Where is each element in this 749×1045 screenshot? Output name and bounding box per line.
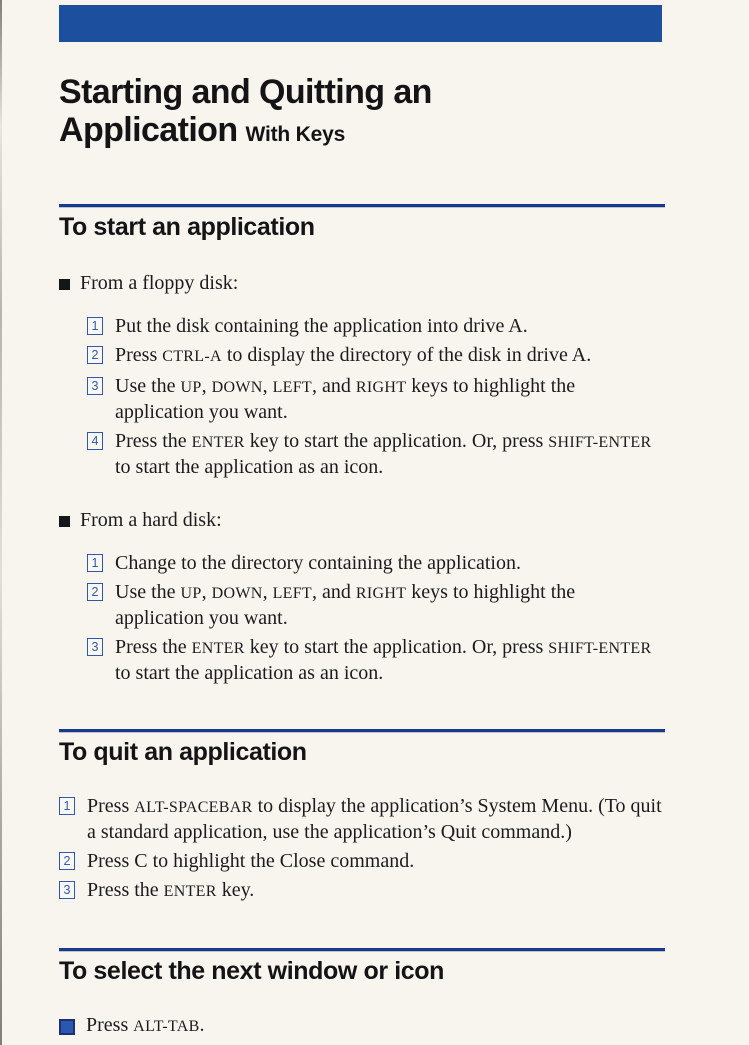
body-text: Change to the directory containing the application. [115,552,521,574]
step-text [115,429,665,479]
step-item [87,343,665,369]
step-item [87,314,665,338]
step-item [87,374,665,424]
key-name: RIGHT [355,379,407,396]
step-item [59,849,665,873]
body-text: Press [86,1014,134,1036]
steps-list [59,794,665,904]
body-text: , and [312,375,356,397]
body-text: Use the [115,375,181,397]
body-text: keys to highlight the application you want. [115,581,576,629]
key-name: DOWN [211,585,263,602]
body-text: , and [312,581,356,603]
step-number-box: 2 [87,583,103,601]
square-bullet-icon [59,279,70,290]
step-text [115,343,665,369]
body-text: , [262,375,273,397]
page [59,0,665,1039]
page-title [59,73,665,154]
key-name: ALT-SPACEBAR [134,799,253,816]
header-color-bar [59,5,662,42]
key-name: LEFT [272,585,312,602]
body-text: . [199,1014,205,1036]
body-text: Press [87,795,135,817]
step-text [115,580,665,630]
page-title-suffix: With Keys [245,123,346,146]
bullet-label: From a hard disk: [80,509,222,531]
section-heading: To start an application [59,213,315,241]
key-name: RIGHT [355,585,407,602]
step-number-box: 1 [87,317,103,335]
section-rule [59,204,665,207]
key-name: SHIFT-ENTER [548,640,652,657]
body-text: to display the directory of the disk in drive A. [221,344,592,366]
key-name: ENTER [191,640,245,657]
body-text: keys to highlight the application you want. [115,375,576,423]
bullet-item [59,1013,665,1039]
bullet-text [86,1013,205,1039]
body-text: Use the [115,581,181,603]
body-text: key. [216,879,255,901]
key-name: CTRL-A [162,348,222,365]
step-text [115,551,665,575]
scan-edge-artifact [0,0,2,1045]
step-number-box: 3 [87,638,103,656]
key-name: UP [180,379,202,396]
square-bullet-icon [59,516,70,527]
step-text [115,374,665,424]
key-name: UP [180,585,202,602]
step-number-box: 2 [87,346,103,364]
body-text: Press the [115,636,192,658]
key-name: SHIFT-ENTER [548,434,652,451]
body-text: Press the [87,879,164,901]
step-number-box: 3 [87,377,103,395]
body-text: Press the [115,430,192,452]
key-name: ENTER [163,883,217,900]
step-number-box: 1 [87,554,103,572]
section-heading: To select the next window or icon [59,957,444,985]
step-item [59,878,665,904]
body-text: key to start the application. Or, press [244,430,549,452]
body-text: , [201,581,212,603]
body-text: key to start the application. Or, press [244,636,549,658]
step-text [87,878,665,904]
body-text: , [262,581,273,603]
bullet-item [59,271,665,295]
steps-list [87,314,665,479]
step-number-box: 2 [59,852,75,870]
section-rule [59,729,665,732]
body-text: Press [115,344,163,366]
step-item [87,551,665,575]
step-item [59,794,665,844]
framed-square-bullet-icon [59,1019,75,1035]
body-text: to start the application as an icon. [115,662,384,684]
step-number-box: 4 [87,432,103,450]
steps-list [87,551,665,685]
key-name: ALT-TAB [133,1018,200,1035]
step-text [115,314,665,338]
step-item [87,635,665,685]
step-text [87,849,665,873]
step-text [115,635,665,685]
sections-container [59,204,665,1039]
body-text: , [201,375,212,397]
body-text: Press C to highlight the Close command. [87,850,415,872]
body-text: to display the application’s System Menu. (To quit a standard application, use the application’s Quit command.) [87,795,662,843]
bullet-label: From a floppy disk: [80,272,239,294]
step-item [87,429,665,479]
key-name: ENTER [191,434,245,451]
step-item [87,580,665,630]
body-text: to start the application as an icon. [115,456,384,478]
key-name: DOWN [211,379,263,396]
section-rule [59,948,665,951]
page-title-line2: Application With Keys [59,111,346,149]
step-number-box: 1 [59,797,75,815]
key-name: LEFT [272,379,312,396]
step-text [87,794,665,844]
body-text: Put the disk containing the application into drive A. [115,315,528,337]
section-heading: To quit an application [59,738,307,766]
bullet-item [59,508,665,532]
step-number-box: 3 [59,881,75,899]
page-title-line1: Starting and Quitting an [59,73,432,111]
